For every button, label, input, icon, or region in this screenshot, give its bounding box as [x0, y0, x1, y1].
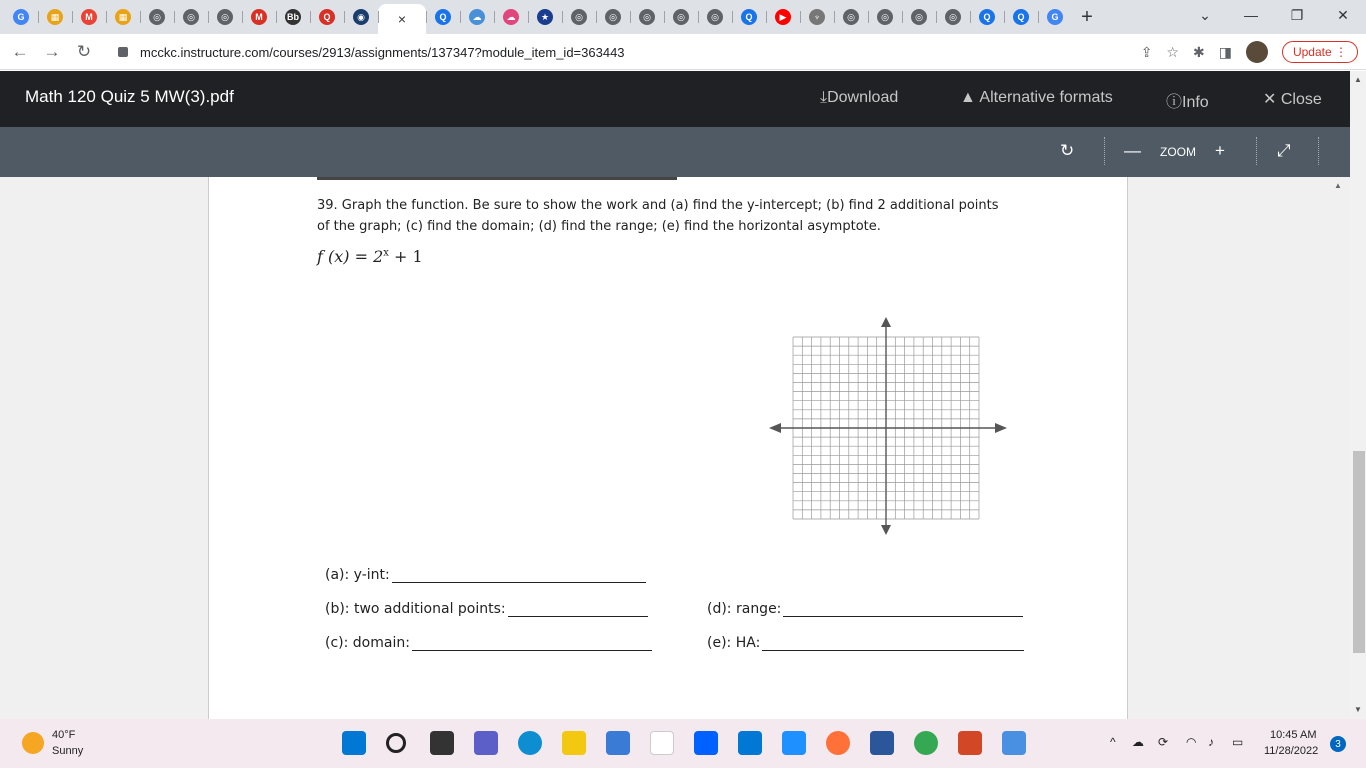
vscode-icon[interactable] [782, 731, 806, 755]
close-icon: ✕ [1263, 91, 1277, 108]
side-panel-icon[interactable]: ◨ [1218, 43, 1232, 60]
browser-tab[interactable] [698, 4, 732, 30]
search-app-icon: Q [979, 9, 995, 25]
tab-strip [0, 0, 1366, 34]
minimize-icon[interactable]: — [1244, 7, 1258, 23]
cloud-icon: ☁ [503, 9, 519, 25]
viewer-header [0, 71, 1350, 127]
info-button[interactable]: ⓘInfo [1166, 94, 1209, 111]
grid-app-icon: ▦ [115, 9, 131, 25]
browser-tab[interactable] [310, 4, 344, 30]
viewer-toolbar [0, 127, 1350, 177]
x-axis-arrow-left-icon [769, 423, 781, 433]
answer-e-blank[interactable] [762, 637, 1024, 651]
browser-tab[interactable] [732, 4, 766, 30]
answer-b: (b): two additional points: [325, 601, 648, 617]
fullscreen-icon[interactable]: ⤢ [1277, 141, 1291, 160]
close-viewer-button[interactable]: ✕ Close [1263, 91, 1322, 108]
scroll-down-arrow-icon[interactable]: ▼ [1354, 705, 1362, 714]
answer-e: (e): HA: [707, 635, 1024, 651]
globe-icon: ◎ [945, 9, 961, 25]
dropbox-icon[interactable] [694, 731, 718, 755]
browser-tab[interactable] [140, 4, 174, 30]
globe-icon: ◎ [707, 9, 723, 25]
trophy-icon: ♆ [809, 9, 825, 25]
browser-tab[interactable] [528, 4, 562, 30]
search-app-icon: Q [741, 9, 757, 25]
browser-tab[interactable] [208, 4, 242, 30]
network-status-icon[interactable]: ⟳ [1158, 735, 1169, 749]
globe-icon: ◎ [149, 9, 165, 25]
zoom-in-icon[interactable]: + [1215, 141, 1225, 160]
page-scrollbar[interactable] [1330, 177, 1348, 719]
close-window-icon[interactable]: ✕ [1337, 6, 1349, 23]
browser-tab[interactable] [630, 4, 664, 30]
browser-tab[interactable] [1004, 4, 1038, 30]
answer-d: (d): range: [707, 601, 1023, 617]
browser-tab[interactable] [276, 4, 310, 30]
browser-tab[interactable] [106, 4, 140, 30]
restore-icon[interactable]: ❐ [1290, 6, 1304, 23]
coordinate-grid [769, 315, 1009, 537]
x-axis-arrow-right-icon [995, 423, 1007, 433]
browser-tab[interactable] [242, 4, 276, 30]
store-icon[interactable] [606, 731, 630, 755]
download-button[interactable]: ⤓Download [820, 89, 899, 106]
browser-tab[interactable] [72, 4, 106, 30]
pdf-page [208, 177, 1128, 719]
close-tab-icon[interactable]: × [397, 11, 407, 27]
globe-icon: ◎ [673, 9, 689, 25]
globe-icon: ◎ [605, 9, 621, 25]
browser-tab[interactable] [936, 4, 970, 30]
browser-tab[interactable] [174, 4, 208, 30]
alternative-formats-icon: ▲ [960, 89, 976, 106]
task-view-icon[interactable] [430, 731, 454, 755]
back-icon[interactable]: ← [11, 41, 29, 61]
answer-d-blank[interactable] [783, 603, 1023, 617]
powerpoint-icon[interactable] [958, 731, 982, 755]
profile-avatar[interactable] [1246, 41, 1268, 63]
firefox-icon[interactable] [826, 731, 850, 755]
address-bar [0, 34, 1366, 70]
sun-icon[interactable] [22, 732, 44, 754]
update-button[interactable]: Update ⋮ [1282, 41, 1358, 63]
search-app-icon: Q [435, 9, 451, 25]
mail-icon[interactable] [738, 731, 762, 755]
chrome-icon[interactable] [914, 731, 938, 755]
tray-overflow-icon[interactable]: ^ [1110, 735, 1116, 749]
google-icon: G [1047, 9, 1063, 25]
cut-off-heading [317, 177, 677, 180]
browser-tab[interactable] [902, 4, 936, 30]
omnibox[interactable] [110, 38, 1170, 66]
college-icon: ◉ [353, 9, 369, 25]
search-app-icon: Q [319, 9, 335, 25]
answer-c: (c): domain: [325, 635, 652, 651]
globe-icon: ◎ [639, 9, 655, 25]
new-tab-button[interactable]: + [1081, 5, 1093, 28]
question-text: 39. Graph the function. Be sure to show the work and (a) find the y-intercept; (b) find 2 additional points of the graph; (c) find the domain; (d) find the range; (e) find the horizontal asymptote. [317, 198, 999, 234]
bookmark-star-icon[interactable]: ☆ [1166, 43, 1179, 60]
gmail-icon: M [81, 9, 97, 25]
youtube-icon: ▶ [775, 9, 791, 25]
rotate-icon[interactable]: ↻ [1060, 141, 1075, 160]
teams-chat-icon[interactable] [474, 731, 498, 755]
clock-time[interactable]: 10:45 AM [1270, 729, 1317, 741]
edge-icon[interactable] [518, 731, 542, 755]
taskbar [0, 719, 1366, 768]
amazon-icon[interactable] [650, 731, 674, 755]
answer-a-blank[interactable] [392, 569, 646, 583]
browser-tab[interactable] [1038, 4, 1072, 30]
browser-tab[interactable] [834, 4, 868, 30]
viewer-margin [1128, 177, 1350, 719]
notification-badge[interactable]: 3 [1330, 736, 1346, 752]
active-tab[interactable] [378, 4, 426, 34]
globe-icon: ◎ [183, 9, 199, 25]
function-formula: f $(x) = 2^x + 1$ [317, 247, 423, 266]
search-icon[interactable] [386, 733, 406, 753]
browser-tab[interactable] [344, 4, 378, 30]
volume-icon[interactable]: ♪ [1208, 735, 1214, 749]
reload-icon[interactable]: ↻ [76, 41, 92, 61]
scroll-up-arrow-icon[interactable]: ▲ [1354, 75, 1362, 84]
browser-tab[interactable] [596, 4, 630, 30]
browser-tab[interactable] [766, 4, 800, 30]
tab-search-icon[interactable]: ⌄ [1199, 6, 1211, 23]
m-app-icon: M [251, 9, 267, 25]
share-icon[interactable]: ⇪ [1140, 43, 1153, 60]
grid-app-icon: ▦ [47, 9, 63, 25]
battery-icon[interactable]: ▭ [1232, 735, 1244, 749]
star-app-icon: ★ [537, 9, 553, 25]
info-icon: ⓘ [1166, 94, 1183, 111]
y-axis-arrow-down-icon [881, 525, 891, 535]
answer-a: (a): y-int: [325, 567, 646, 583]
clock-date[interactable]: 11/28/2022 [1264, 745, 1319, 757]
globe-icon: ◎ [877, 9, 893, 25]
url-text[interactable]: mcckc.instructure.com/courses/2913/assignments/137347?module_item_id=363443 [140, 44, 625, 60]
windows-start-icon[interactable] [342, 731, 366, 755]
scrollbar-thumb[interactable] [1353, 451, 1365, 653]
browser-tab[interactable] [664, 4, 698, 30]
blackboard-icon: Bb [285, 9, 301, 25]
word-icon[interactable] [870, 731, 894, 755]
scroll-up-icon[interactable]: ▲ [1334, 181, 1342, 190]
photos-icon[interactable] [1002, 731, 1026, 755]
file-explorer-icon[interactable] [562, 731, 586, 755]
globe-icon: ◎ [571, 9, 587, 25]
download-icon: ⤓ [820, 89, 828, 106]
globe-icon: ◎ [217, 9, 233, 25]
browser-tab[interactable] [494, 4, 528, 30]
google-icon: G [13, 9, 29, 25]
answer-c-blank[interactable] [412, 637, 652, 651]
forward-icon[interactable]: → [43, 41, 61, 61]
browser-tab[interactable] [38, 4, 72, 30]
document-title: Math 120 Quiz 5 MW(3).pdf [25, 87, 234, 106]
cloud-icon: ☁ [469, 9, 485, 25]
answer-b-blank[interactable] [508, 603, 648, 617]
browser-tab[interactable] [970, 4, 1004, 30]
browser-tab[interactable] [868, 4, 902, 30]
browser-tab[interactable] [460, 4, 494, 30]
alternative-formats-button[interactable]: ▲ Alternative formats [960, 89, 1113, 106]
search-app-icon: Q [1013, 9, 1029, 25]
weather-temperature[interactable]: 40°F [52, 729, 76, 741]
globe-icon: ◎ [843, 9, 859, 25]
pdf-viewer [0, 71, 1350, 719]
browser-tab[interactable] [426, 4, 460, 30]
zoom-label: ZOOM [1160, 145, 1196, 159]
y-axis-arrow-up-icon [881, 317, 891, 327]
weather-condition[interactable]: Sunny [52, 745, 84, 757]
lock-icon [118, 47, 128, 57]
browser-tab[interactable] [800, 4, 834, 30]
extensions-icon[interactable]: ✱ [1192, 43, 1205, 60]
cloud-sync-icon[interactable]: ☁ [1132, 735, 1144, 749]
browser-tab[interactable] [4, 4, 38, 30]
browser-tab[interactable] [562, 4, 596, 30]
globe-icon: ◎ [911, 9, 927, 25]
wifi-icon[interactable]: ◠ [1186, 735, 1197, 749]
window-scrollbar[interactable] [1350, 71, 1366, 719]
zoom-out-icon[interactable]: — [1124, 141, 1141, 160]
